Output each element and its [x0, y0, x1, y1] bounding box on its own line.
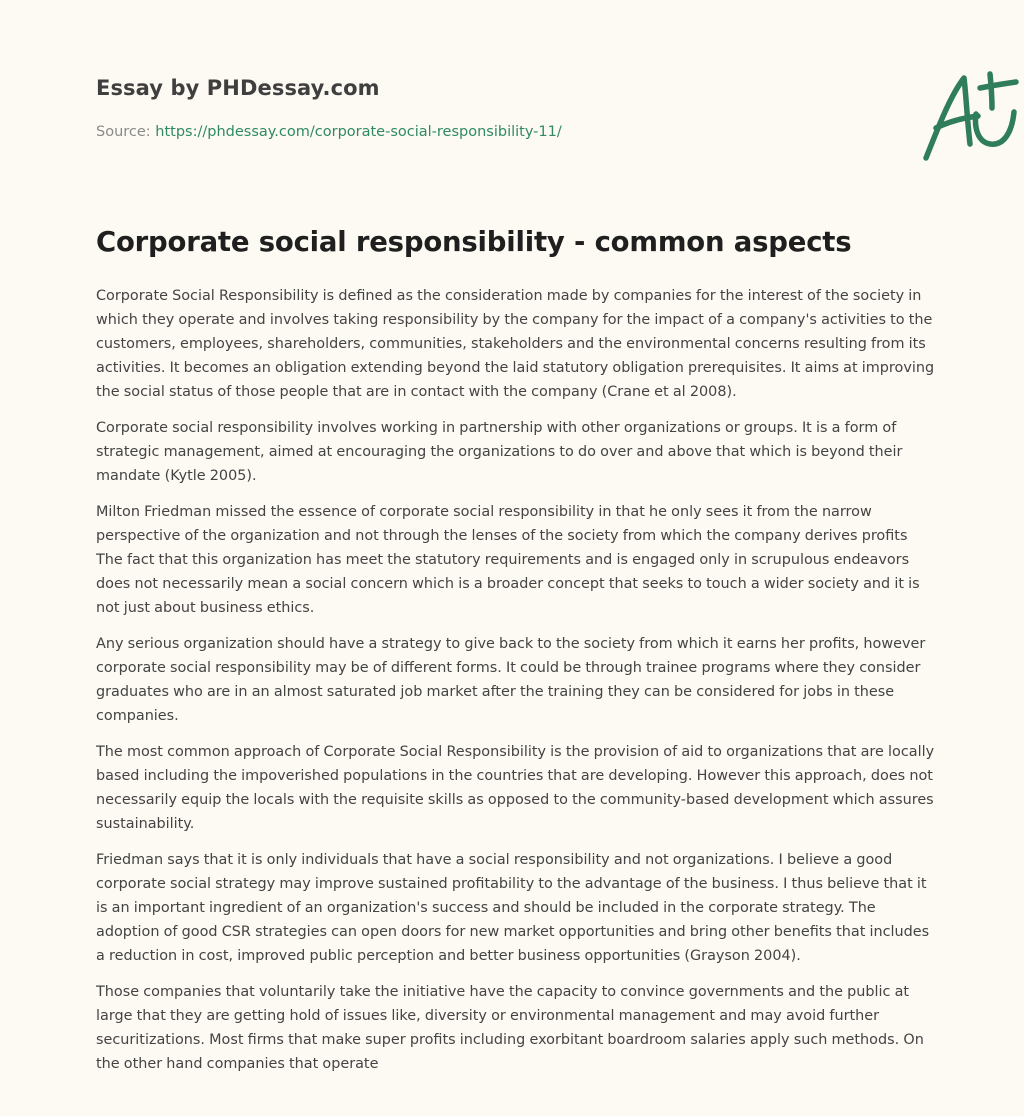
essay-paragraph: The most common approach of Corporate Social Responsibility is the provision of aid to organizations that are locally based including the impoverished populations in the countries that are developing. However this approach, does not necessarily equip the locals with the requisite skills as opposed to the community-based development which assures sustainability.	[96, 744, 935, 832]
essay-body	[96, 284, 936, 1088]
essay-title: Corporate social responsibility - common aspects	[96, 226, 852, 258]
essay-paragraph: Corporate Social Responsibility is defined as the consideration made by companies for the interest of the society in which they operate and involves taking responsibility by the company for the impact of a company's activities to the customers, employees, shareholders, communities, stakeholders and the environmental concerns resulting from its activities. It becomes an obligation extending beyond the laid statutory obligation prerequisites. It aims at improving the social status of those people that are in contact with the company (Crane et al 2008).	[96, 288, 935, 400]
source-line	[96, 124, 562, 140]
source-link[interactable]: https://phdessay.com/corporate-social-responsibility-11/	[155, 124, 562, 140]
essay-paragraph: Any serious organization should have a strategy to give back to the society from which it earns her profits, however corporate social responsibility may be of different forms. It could be through trainee programs where they consider graduates who are in an almost saturated job market after the training they can be considered for jobs in these companies.	[96, 636, 926, 724]
essay-paragraph: Milton Friedman missed the essence of corporate social responsibility in that he only sees it from the narrow perspective of the organization and not through the lenses of the society from which the company derives profits The fact that this organization has meet the statutory requirements and is engaged only in scrupulous endeavors does not necessarily mean a social concern which is a broader concept that seeks to touch a wider society and it is not just about business ethics.	[96, 504, 920, 616]
essay-paragraph: Corporate social responsibility involves working in partnership with other organizations or groups. It is a form of strategic management, aimed at encouraging the organizations to do over and above that which is beyond their mandate (Kytle 2005).	[96, 420, 903, 484]
essay-paragraph: Those companies that voluntarily take the initiative have the capacity to convince governments and the public at large that they are getting hold of issues like, diversity or environmental management and may avoid further securitizations. Most firms that make super profits including exorbitant boardroom salaries apply such methods. On the other hand companies that operate	[96, 984, 924, 1072]
essay-paragraph: Friedman says that it is only individuals that have a social responsibility and not organizations. I believe a good corporate social strategy may improve sustained profitability to the advantage of the business. I thus believe that it is an important ingredient of an organization's success and should be included in the corporate strategy. The adoption of good CSR strategies can open doors for new market opportunities and bring other benefits that includes a reduction in cost, improved public perception and better business opportunities (Grayson 2004).	[96, 852, 930, 964]
source-label: Source:	[96, 124, 156, 140]
site-brand-title: Essay by PHDessay.com	[96, 76, 380, 100]
a-plus-icon	[916, 66, 1024, 166]
